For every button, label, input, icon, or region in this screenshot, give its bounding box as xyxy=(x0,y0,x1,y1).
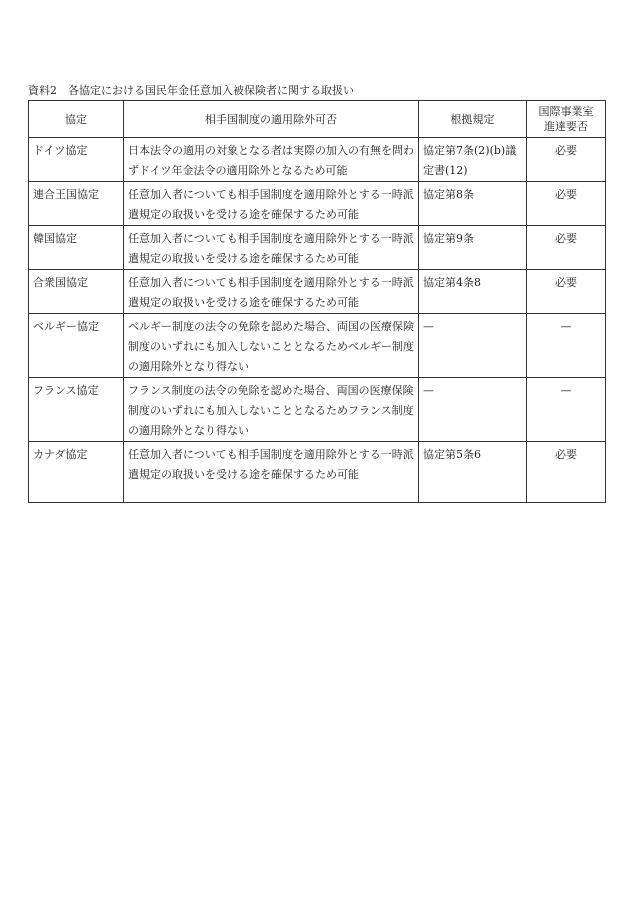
cell-need: 必要 xyxy=(527,138,606,182)
cell-need: 必要 xyxy=(527,442,606,503)
cell-agreement: フランス協定 xyxy=(29,378,124,442)
agreements-table xyxy=(28,100,606,503)
cell-exemption: ベルギー制度の法令の免除を認めた場合、両国の医療保険制度のいずれにも加入しないこととなるためベルギー制度の適用除外となり得ない xyxy=(124,314,419,378)
table-header-row xyxy=(29,101,606,138)
cell-exemption: 任意加入者についても相手国制度を適用除外とする一時派遣規定の取扱いを受ける途を確保するため可能 xyxy=(124,226,419,270)
cell-need: 必要 xyxy=(527,270,606,314)
cell-agreement: 合衆国協定 xyxy=(29,270,124,314)
cell-need: — xyxy=(527,378,606,442)
table-row xyxy=(29,270,606,314)
cell-basis: 協定第8条 xyxy=(419,182,527,226)
table-row xyxy=(29,138,606,182)
cell-need: 必要 xyxy=(527,182,606,226)
cell-basis: 協定第5条6 xyxy=(419,442,527,503)
header-exemption: 相手国制度の適用除外可否 xyxy=(124,101,419,138)
cell-basis: — xyxy=(419,378,527,442)
header-office-line1: 国際事業室 xyxy=(538,105,594,118)
table-caption: 資料2 各協定における国民年金任意加入被保険者に関する取扱い xyxy=(28,84,354,97)
table-row xyxy=(29,226,606,270)
cell-need: — xyxy=(527,314,606,378)
header-agreement: 協定 xyxy=(29,101,124,138)
cell-agreement: ドイツ協定 xyxy=(29,138,124,182)
cell-exemption: 任意加入者についても相手国制度を適用除外とする一時派遣規定の取扱いを受ける途を確保するため可能 xyxy=(124,182,419,226)
header-basis: 根拠規定 xyxy=(419,101,527,138)
cell-agreement: ベルギー協定 xyxy=(29,314,124,378)
header-office-line2: 進達要否 xyxy=(544,120,588,133)
table-row xyxy=(29,378,606,442)
cell-exemption: 日本法令の適用の対象となる者は実際の加入の有無を問わずドイツ年金法令の適用除外となるため可能 xyxy=(124,138,419,182)
cell-basis: 協定第4条8 xyxy=(419,270,527,314)
table-row xyxy=(29,314,606,378)
cell-basis: 協定第9条 xyxy=(419,226,527,270)
header-office-need xyxy=(527,101,606,138)
cell-agreement: 韓国協定 xyxy=(29,226,124,270)
cell-need: 必要 xyxy=(527,226,606,270)
cell-agreement: カナダ協定 xyxy=(29,442,124,503)
cell-exemption: フランス制度の法令の免除を認めた場合、両国の医療保険制度のいずれにも加入しないこととなるためフランス制度の適用除外となり得ない xyxy=(124,378,419,442)
cell-exemption: 任意加入者についても相手国制度を適用除外とする一時派遣規定の取扱いを受ける途を確保するため可能 xyxy=(124,270,419,314)
table-row xyxy=(29,182,606,226)
cell-basis: 協定第7条(2)(b)議定書(12) xyxy=(419,138,527,182)
table-row xyxy=(29,442,606,503)
cell-agreement: 連合王国協定 xyxy=(29,182,124,226)
cell-basis: — xyxy=(419,314,527,378)
cell-exemption: 任意加入者についても相手国制度を適用除外とする一時派遣規定の取扱いを受ける途を確保するため可能 xyxy=(124,442,419,503)
